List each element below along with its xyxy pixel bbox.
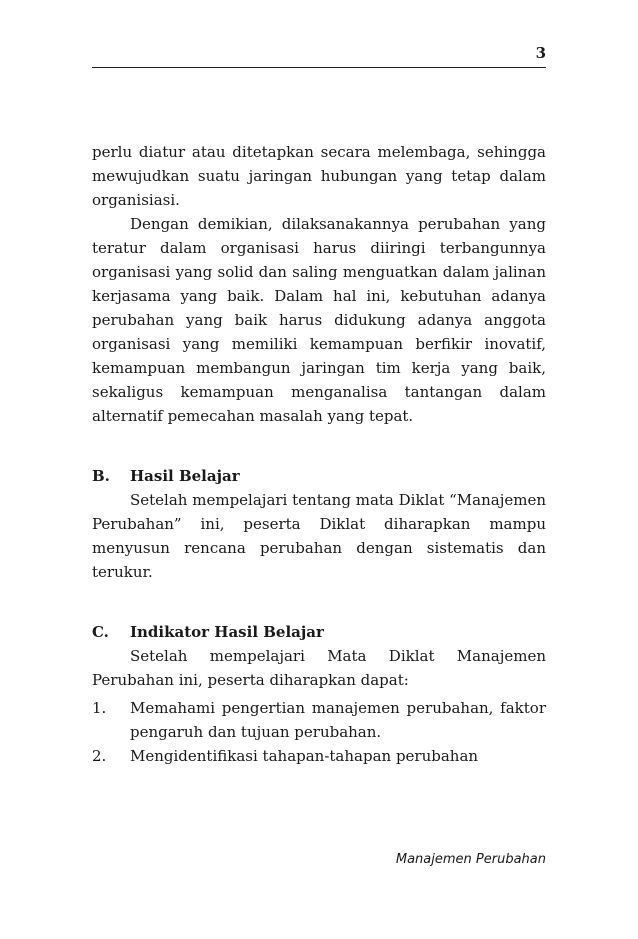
list-text: Memahami pengertian manajemen perubahan, faktor pengaruh dan tujuan perubahan. <box>130 699 546 741</box>
paragraph-hasil-belajar: Setelah mempelajari tentang mata Diklat “Manajemen Perubahan” ini, peserta Diklat diharapkan mampu menyusun rencana perubahan dengan sistematis dan terukur. <box>92 491 546 581</box>
section-title: Hasil Belajar <box>130 467 240 485</box>
list-item <box>92 744 546 768</box>
section-letter: C. <box>92 623 109 641</box>
list-text: Mengidentifikasi tahapan-tahapan perubahan <box>130 747 479 765</box>
page-number: 3 <box>535 44 546 62</box>
section-heading-hasil-belajar <box>92 464 546 488</box>
indicator-list <box>92 696 546 768</box>
list-item <box>92 696 546 744</box>
list-number: 1. <box>92 699 107 717</box>
paragraph-indikator: Setelah mempelajari Mata Diklat Manajemen Perubahan ini, peserta diharapkan dapat: <box>92 647 546 689</box>
paragraph-perubahan: Dengan demikian, dilaksanakannya perubahan yang teratur dalam organisasi harus diiringi terbangunnya organisasi yang solid dan saling menguatkan dalam jalinan kerjasama yang baik. Dalam hal ini, kebutuhan adanya perubahan yang baik harus didukung adanya anggota organisasi yang memiliki kemampuan berfikir inovatif, kemampuan membangun jaringan tim kerja yang baik, sekaligus kemampuan menganalisa tantangan dalam alternatif pemecahan masalah yang tepat. <box>92 215 546 425</box>
footer-title: Manajemen Perubahan <box>395 852 546 867</box>
section-title: Indikator Hasil Belajar <box>130 623 324 641</box>
list-number: 2. <box>92 747 107 765</box>
section-heading-indikator <box>92 620 546 644</box>
page-content <box>92 140 546 768</box>
section-letter: B. <box>92 467 110 485</box>
paragraph-continuation: perlu diatur atau ditetapkan secara melembaga, sehingga mewujudkan suatu jaringan hubungan yang tetap dalam organisiasi. <box>92 143 546 209</box>
header-rule <box>92 67 546 68</box>
